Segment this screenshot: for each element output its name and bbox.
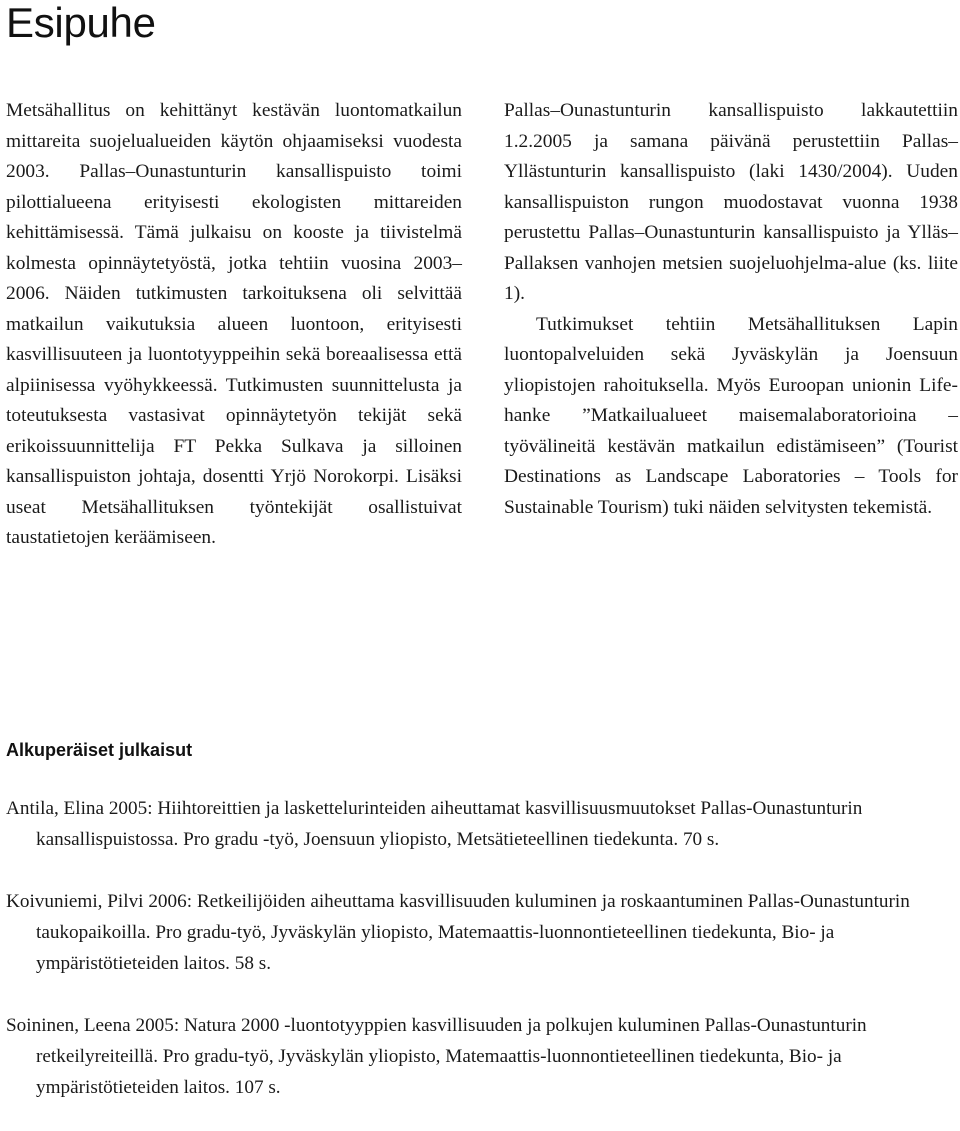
reference-item: Soininen, Leena 2005: Natura 2000 -luontotyyppien kasvillisuuden ja polkujen kuluminen Pallas-Ounastunturin retkeilyreiteillä. Pro gradu-työ, Jyväskylän yliopisto, Matemaattis-luonnontieteellinen tiedekunta, Bio- ja ympäristötieteiden laitos. 107 s. xyxy=(6,1015,867,1098)
reference-item: Koivuniemi, Pilvi 2006: Retkeilijöiden aiheuttama kasvillisuuden kuluminen ja roskaantuminen Pallas-Ounastunturin taukopaikoilla. Pro gradu-työ, Jyväskylän yliopisto, Matemaattis-luonnontieteellinen tiedekunta, Bio- ja ympäristötieteiden laitos. 58 s. xyxy=(6,891,910,974)
page-title: Esipuhe xyxy=(6,0,156,46)
body-paragraph: Tutkimukset tehtiin Metsähallituksen Lapin luontopalveluiden sekä Jyväskylän ja Joensuun yliopistojen rahoituksella. Myös Euroopan unionin Life-hanke ”Matkailualueet maisemalaboratorioina – työvälineitä kestävän matkailun edistämiseen” (Tourist Destinations as Landscape Laboratories – Tools for Sustainable Tourism) tuki näiden selvitysten tekemistä. xyxy=(504,313,958,518)
references-list xyxy=(6,793,960,1103)
left-column xyxy=(6,96,462,554)
body-paragraph: Pallas–Ounastunturin kansallispuisto lakkautettiin 1.2.2005 ja samana päivänä perustettiin Pallas–Yllästunturin kansallispuisto (laki 1430/2004). Uuden kansallispuiston rungon muodostavat vuonna 1938 perustettu Pallas–Ounastunturin kansallispuisto ja Ylläs–Pallaksen vanhojen metsien suojeluohjelma-alue (ks. liite 1). xyxy=(504,100,958,304)
references-heading: Alkuperäiset julkaisut xyxy=(6,740,193,760)
reference-item: Antila, Elina 2005: Hiihtoreittien ja laskettelurinteiden aiheuttamat kasvillisuusmuutokset Pallas-Ounastunturin kansallispuistossa. Pro gradu -työ, Joensuun yliopisto, Metsätieteellinen tiedekunta. 70 s. xyxy=(6,798,863,850)
right-column xyxy=(504,96,958,523)
body-paragraph: Metsähallitus on kehittänyt kestävän luontomatkailun mittareita suojelualueiden käytön ohjaamiseksi vuodesta 2003. Pallas–Ounastunturin kansallispuisto toimi pilottialueena erityisesti ekologisten mittareiden kehittämisessä. Tämä julkaisu on kooste ja tiivistelmä kolmesta opinnäytetyöstä, jotka tehtiin vuosina 2003–2006. Näiden tutkimusten tarkoituksena oli selvittää matkailun vaikutuksia alueen luontoon, erityisesti kasvillisuuteen ja luontotyyppeihin sekä boreaalisessa että alpiinisessa vyöhykkeessä. Tutkimusten suunnittelusta ja toteutuksesta vastasivat opinnäytetyön tekijät sekä erikoissuunnittelija FT Pekka Sulkava ja silloinen kansallispuiston johtaja, dosentti Yrjö Norokorpi. Lisäksi useat Metsähallituksen työntekijät osallistuivat taustatietojen keräämiseen. xyxy=(6,100,462,548)
